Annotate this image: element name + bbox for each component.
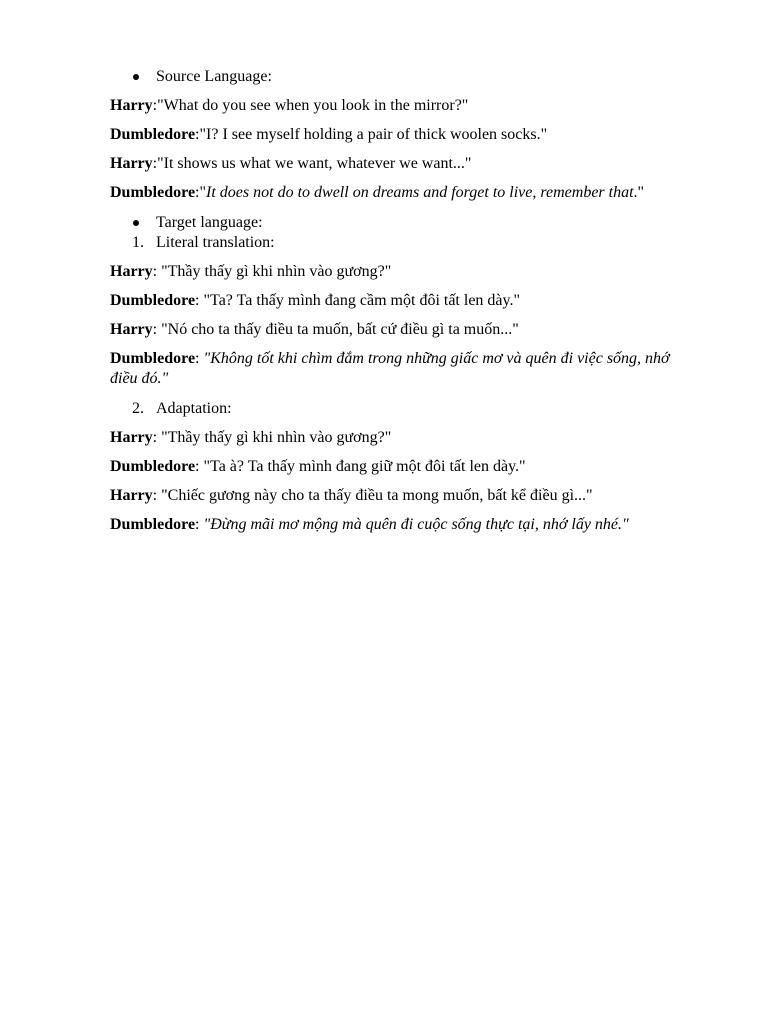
adaptation-line-dumbledore-2 — [110, 515, 680, 535]
dialogue-text: "Ta? Ta thấy mình đang cầm một đôi tất len dày." — [203, 292, 521, 309]
speaker-name: Dumbledore — [110, 350, 196, 367]
document-page — [110, 67, 680, 535]
speaker-name: Harry — [110, 155, 153, 172]
numbered-adaptation — [110, 399, 680, 419]
speaker-name: Harry — [110, 321, 153, 338]
speaker-name: Harry — [110, 429, 153, 446]
separator: : — [195, 458, 204, 475]
dialogue-text: "Chiếc gương này cho ta thấy điều ta mong muốn, bất kể điều gì..." — [161, 487, 593, 504]
quote-open: " — [199, 184, 207, 201]
list-number: 1. — [132, 234, 144, 251]
dialogue-text: "Ta à? Ta thấy mình đang giữ một đôi tất len dày." — [203, 458, 526, 475]
dialogue-text: "Thầy thấy gì khi nhìn vào gương?" — [161, 263, 392, 280]
quote-close: ." — [633, 184, 645, 201]
separator: : — [152, 321, 162, 338]
source-line-dumbledore-2 — [110, 183, 680, 203]
bullet-dot-icon — [133, 74, 139, 80]
separator: : — [195, 184, 200, 201]
list-number: 2. — [132, 400, 144, 417]
dialogue-text-italic: "Không tốt khi chìm đắm trong những giấc mơ và quên đi việc sống, nhớ điều đó." — [110, 350, 670, 387]
separator: : — [195, 516, 204, 533]
speaker-name: Harry — [110, 97, 153, 114]
separator: : — [195, 292, 204, 309]
dialogue-text: "I? I see myself holding a pair of thick woolen socks." — [199, 126, 548, 143]
bullet-source-language — [110, 67, 680, 87]
dialogue-text: "Nó cho ta thấy điều ta muốn, bất cứ điều gì ta muốn..." — [161, 321, 519, 338]
speaker-name: Dumbledore — [110, 292, 196, 309]
literal-line-dumbledore-2 — [110, 349, 680, 389]
speaker-name: Harry — [110, 487, 153, 504]
bullet-target-language — [110, 213, 680, 233]
source-line-dumbledore-1 — [110, 125, 680, 145]
adaptation-line-harry-1 — [110, 428, 680, 448]
separator: : — [152, 487, 162, 504]
speaker-name: Dumbledore — [110, 516, 196, 533]
dialogue-text: "Thầy thấy gì khi nhìn vào gương?" — [161, 429, 392, 446]
speaker-name: Harry — [110, 263, 153, 280]
target-language-heading: Target language: — [156, 214, 263, 231]
adaptation-heading: Adaptation: — [156, 400, 232, 417]
numbered-literal-translation — [110, 233, 680, 253]
bullet-dot-icon — [133, 220, 139, 226]
separator: : — [152, 263, 162, 280]
separator: : — [152, 155, 158, 172]
speaker-name: Dumbledore — [110, 458, 196, 475]
literal-line-harry-1 — [110, 262, 680, 282]
speaker-name: Dumbledore — [110, 126, 196, 143]
literal-line-dumbledore-1 — [110, 291, 680, 311]
dialogue-text-italic: "Đừng mãi mơ mộng mà quên đi cuộc sống thực tại, nhớ lấy nhé." — [203, 516, 629, 533]
dialogue-text: "It shows us what we want, whatever we want..." — [157, 155, 472, 172]
source-language-heading: Source Language: — [156, 68, 272, 85]
source-line-harry-1 — [110, 96, 680, 116]
adaptation-line-harry-2 — [110, 486, 680, 506]
speaker-name: Dumbledore — [110, 184, 196, 201]
source-line-harry-2 — [110, 154, 680, 174]
dialogue-text: "What do you see when you look in the mirror?" — [157, 97, 469, 114]
separator: : — [195, 126, 200, 143]
separator: : — [152, 97, 158, 114]
literal-line-harry-2 — [110, 320, 680, 340]
literal-translation-heading: Literal translation: — [156, 234, 275, 251]
separator: : — [152, 429, 162, 446]
dialogue-text-italic: It does not do to dwell on dreams and forget to live, remember that — [206, 184, 634, 201]
separator: : — [195, 350, 204, 367]
adaptation-line-dumbledore-1 — [110, 457, 680, 477]
